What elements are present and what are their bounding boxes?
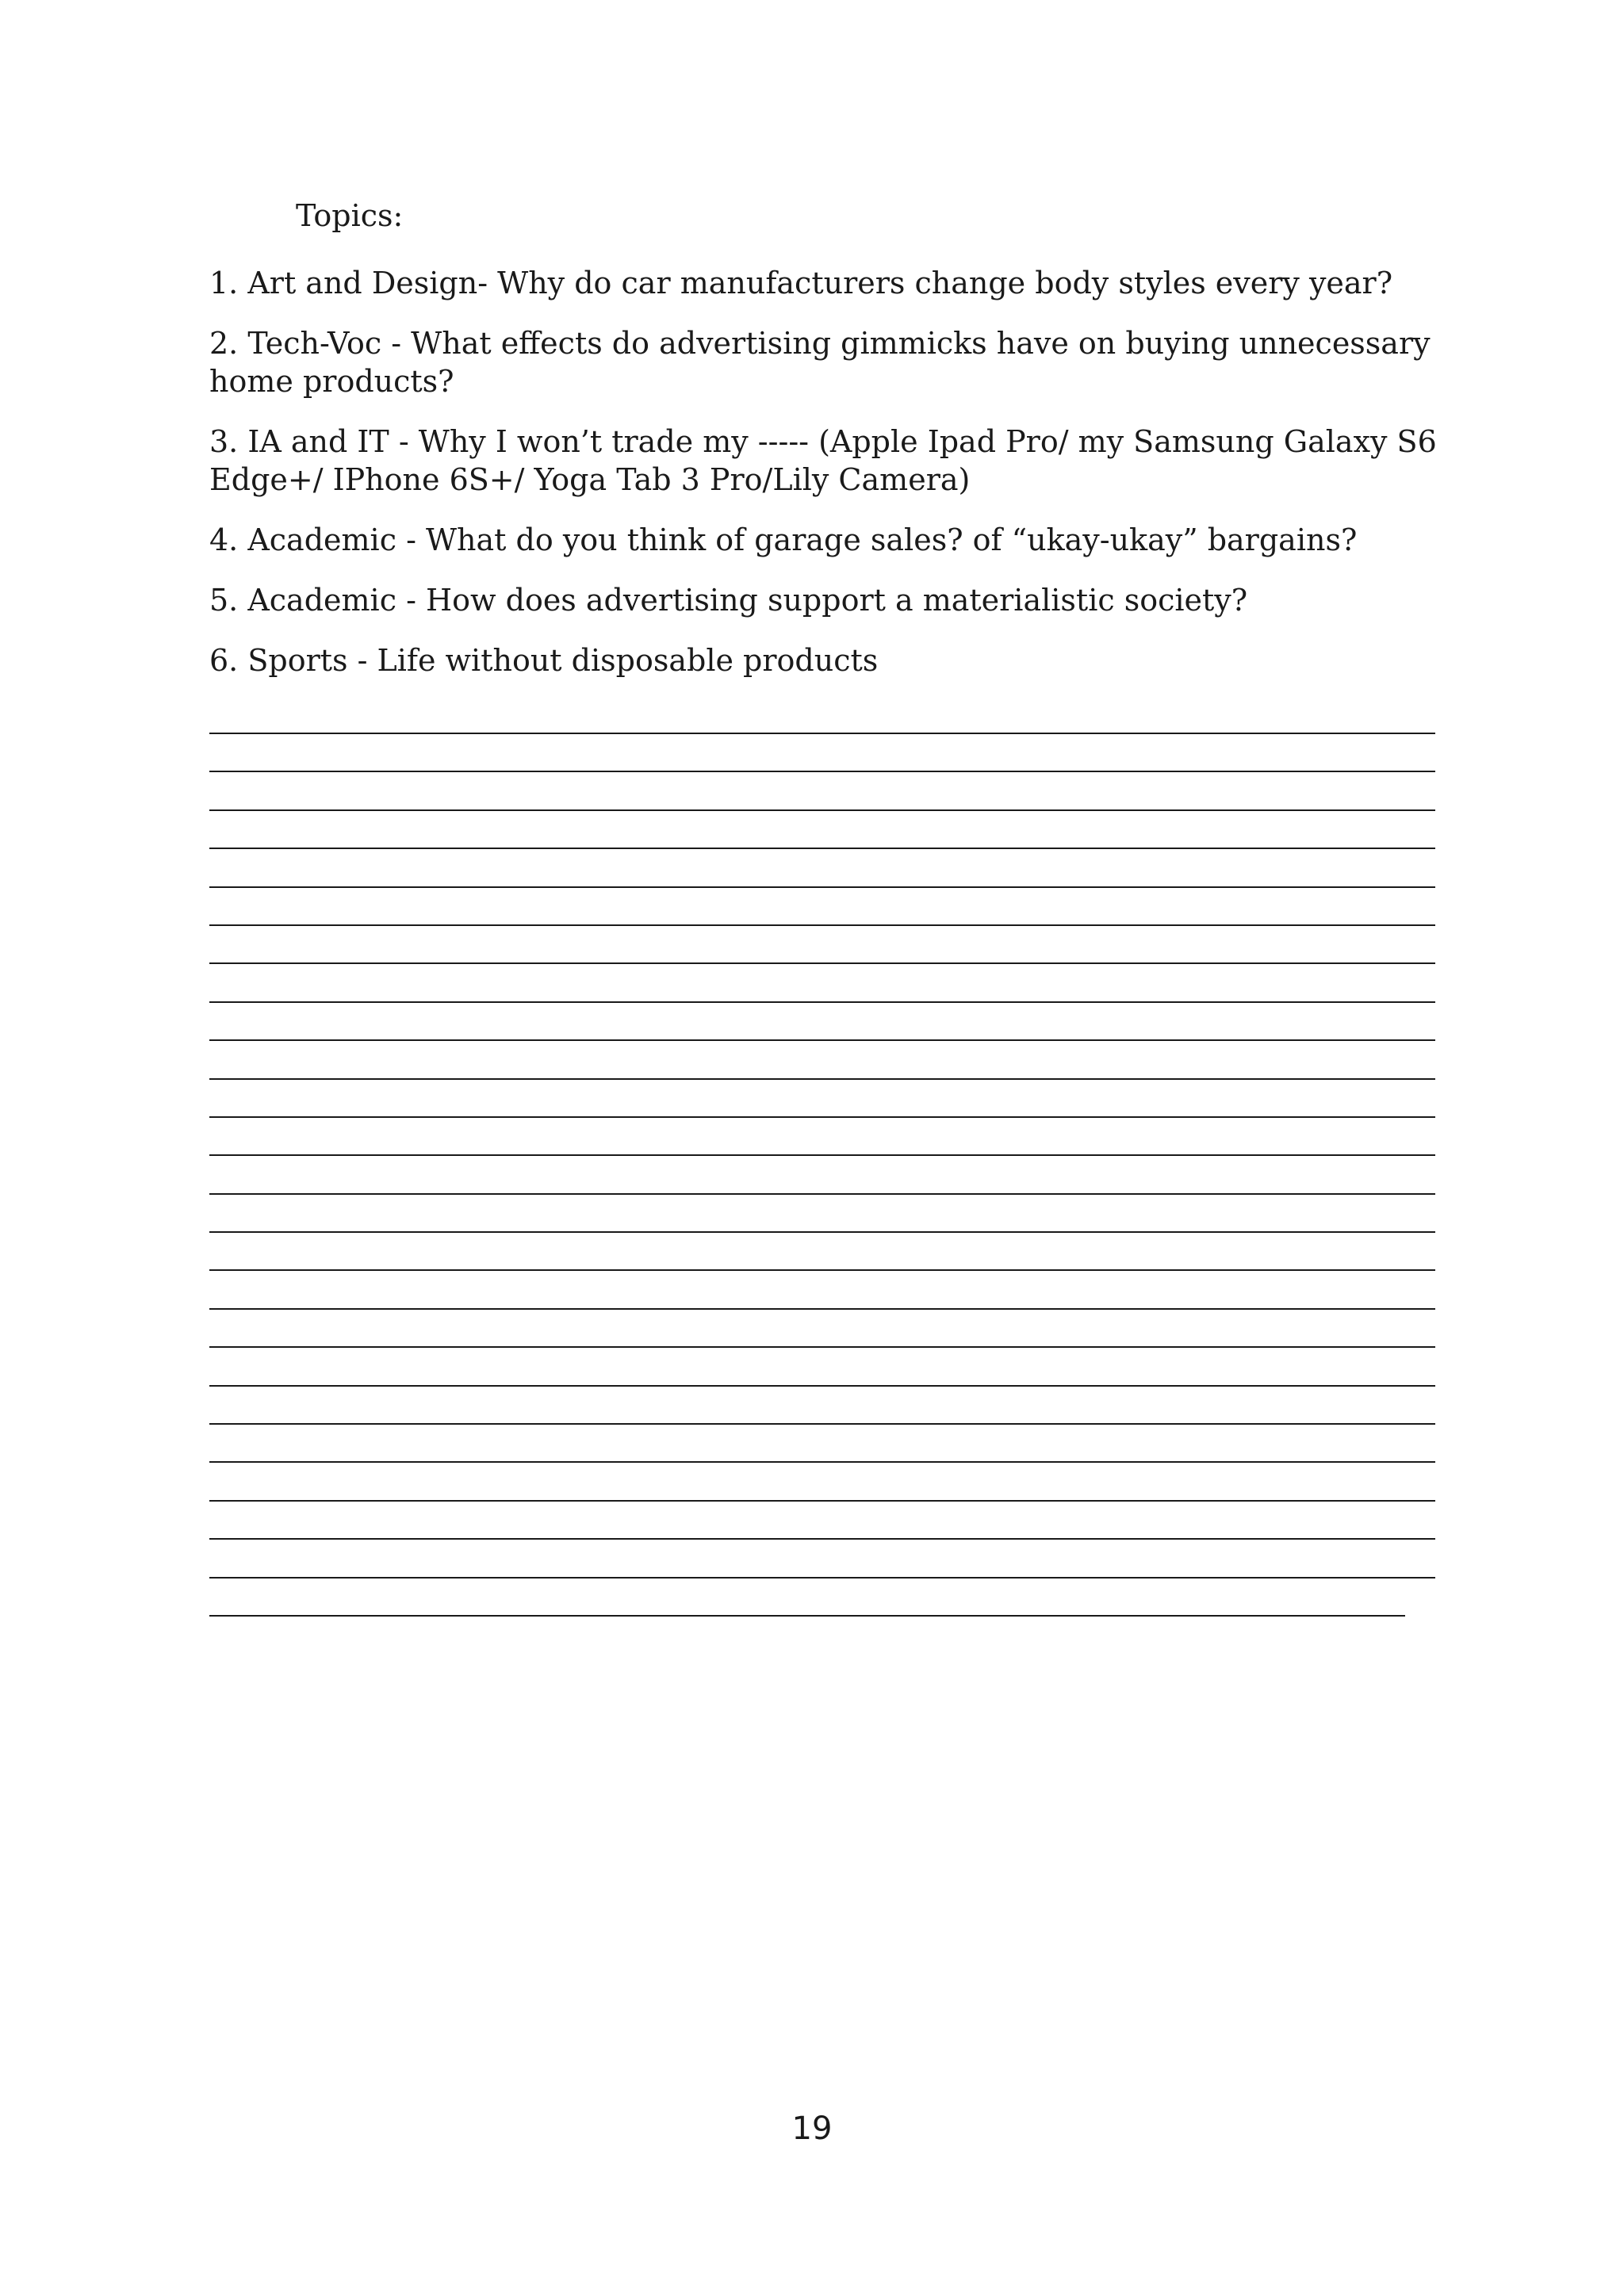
writing-line [209, 809, 1435, 811]
topic-item-6: 6. Sports - Life without disposable products [209, 643, 879, 678]
topics-heading: Topics: [296, 198, 404, 233]
writing-line [209, 1577, 1435, 1578]
writing-line [209, 1538, 1435, 1540]
writing-line [209, 1154, 1435, 1156]
writing-line [209, 1500, 1435, 1502]
writing-line [209, 1615, 1405, 1617]
writing-line [209, 886, 1435, 888]
writing-line [209, 1461, 1435, 1463]
writing-line [209, 1001, 1435, 1003]
writing-line [209, 1231, 1435, 1233]
writing-line [209, 733, 1435, 734]
topic-list [209, 264, 1446, 702]
writing-line [209, 962, 1435, 964]
topic-item-3: 3. IA and IT - Why I won’t trade my ----- (Apple Ipad Pro/ my Samsung Galaxy S6 Edge+/ IPhone 6S+/ Yoga Tab 3 Pro/Lily Camera) [209, 424, 1437, 497]
writing-line [209, 1346, 1435, 1348]
writing-line [209, 1385, 1435, 1387]
writing-line [209, 1423, 1435, 1425]
writing-line [209, 924, 1435, 926]
writing-line [209, 848, 1435, 849]
writing-line [209, 1039, 1435, 1041]
writing-line [209, 771, 1435, 772]
writing-line [209, 1078, 1435, 1080]
topic-item-2: 2. Tech-Voc - What effects do advertising gimmicks have on buying unnecessary home products? [209, 326, 1431, 399]
writing-line [209, 1308, 1435, 1310]
topic-item-4: 4. Academic - What do you think of garage sales? of “ukay-ukay” bargains? [209, 522, 1358, 557]
page-number: 19 [791, 2110, 833, 2147]
topic-item-5: 5. Academic - How does advertising support a materialistic society? [209, 583, 1248, 618]
topic-item-1: 1. Art and Design- Why do car manufacturers change body styles every year? [209, 266, 1393, 300]
writing-lines [209, 733, 1435, 1617]
writing-line [209, 1269, 1435, 1271]
writing-line [209, 1116, 1435, 1118]
writing-line [209, 1193, 1435, 1195]
